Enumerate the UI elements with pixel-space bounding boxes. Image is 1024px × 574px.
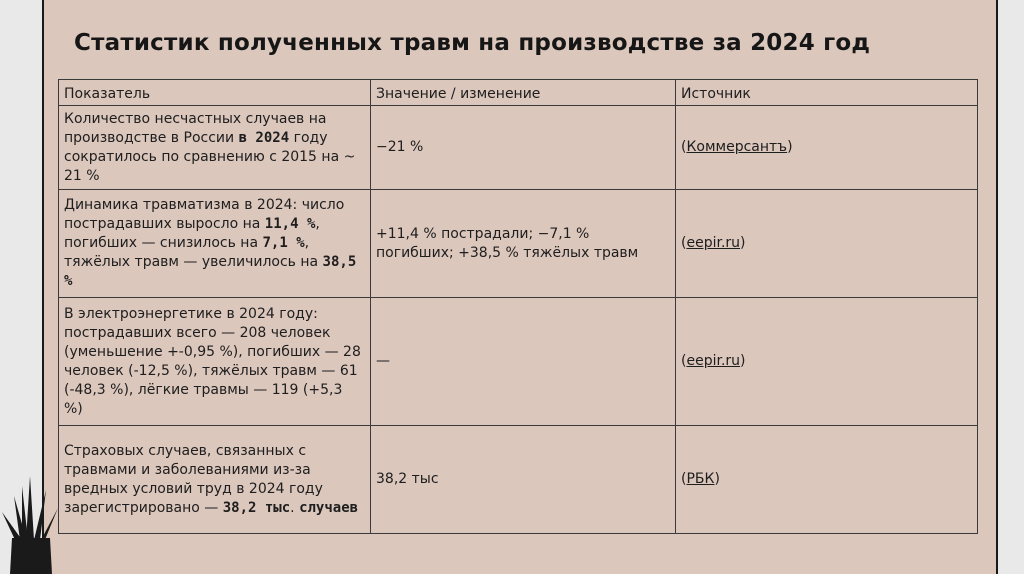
text: , погибших — снизилось на (64, 216, 320, 251)
text: Страховых случаев, связанных с травмами и заболеваниями из-за вредных условий труд в 2024 году зарегистрировано — (64, 442, 323, 516)
highlight: 38,2 тыс (222, 499, 291, 516)
highlight: 38,5 % (64, 254, 357, 289)
value-cell: — (371, 298, 676, 426)
plant-decoration-icon (0, 468, 62, 574)
table-row (59, 190, 978, 298)
text: году сократилось по сравнению с 2015 на ~ 21 % (64, 129, 356, 184)
paren: ( (681, 139, 687, 155)
text: Количество несчастных случаев на производстве в России (64, 110, 327, 146)
source-link[interactable]: eepir.ru (686, 235, 741, 251)
value-cell: +11,4 % пострадали; −7,1 % погибших; +38,5 % тяжёлых травм (371, 190, 676, 298)
header-source: Источник (676, 80, 978, 106)
paren: ) (740, 235, 746, 251)
table-row (59, 426, 978, 534)
highlight: случаев (299, 499, 359, 516)
source-cell (676, 426, 978, 534)
indicator-cell (59, 426, 371, 534)
source-link[interactable]: eepir.ru (686, 353, 741, 369)
table-header-row (59, 80, 978, 106)
source-cell (676, 298, 978, 426)
indicator-cell (59, 190, 371, 298)
paren: ) (787, 139, 793, 155)
paren: ( (681, 235, 687, 251)
highlight: 11,4 % (264, 216, 316, 232)
header-indicator: Показатель (59, 80, 371, 106)
value-cell: 38,2 тыс (371, 426, 676, 534)
paren: ( (681, 471, 687, 487)
injury-stats-table (58, 79, 978, 534)
text: . (290, 499, 300, 516)
value-cell: −21 % (371, 106, 676, 190)
indicator-cell (59, 106, 371, 190)
source-cell (676, 106, 978, 190)
table-row (59, 106, 978, 190)
paren: ) (714, 471, 720, 487)
source-link[interactable]: Коммерсантъ (686, 139, 788, 155)
paren: ) (740, 353, 746, 369)
slide-title: Статистик полученных травм на производстве за 2024 год (74, 30, 871, 56)
highlight: 7,1 % (262, 235, 305, 251)
header-value: Значение / изменение (371, 80, 676, 106)
paren: ( (681, 353, 687, 369)
text: Динамика травматизма в 2024: число пострадавших выросло на (64, 197, 345, 232)
source-cell (676, 190, 978, 298)
indicator-cell: В электроэнергетике в 2024 году: пострадавших всего — 208 человек (уменьшение +-0,95 %), погибших — 28 человек (-12,5 %), тяжёлых травм — 61 (-48,3 %), лёгкие травмы — 119 (+5,3 %) (59, 298, 371, 426)
source-link[interactable]: РБК (686, 471, 715, 487)
text: , тяжёлых травм — увеличилось на (64, 235, 323, 270)
highlight: в 2024 (238, 129, 290, 146)
table-row (59, 298, 978, 426)
